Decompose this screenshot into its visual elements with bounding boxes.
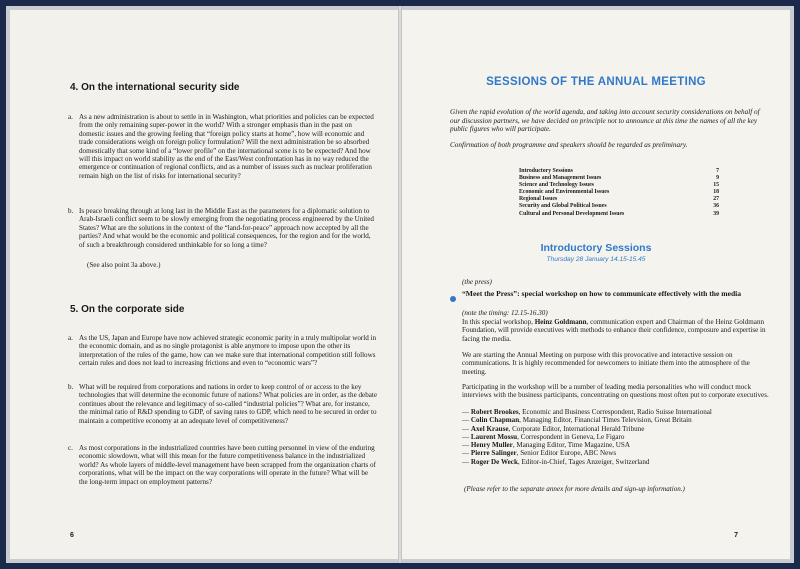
section-4-item-a <box>68 113 378 180</box>
section-4-heading: 4. On the international security side <box>70 82 240 93</box>
workshop-timing: (note the timing: 12.15-16.30) <box>462 309 548 317</box>
item-text: As the US, Japan and Europe have now achieved strategic economic parity in a truly multipolar world in the economic domain, and as no single protagonist is able anymore to impose upon the other its interpretation of the rules of the game, how can we make sure that international competition still follows certain rules and does not lead to increasing frictions and even to “economic wars”? <box>79 334 377 368</box>
section-5-item-c <box>68 444 378 486</box>
item-text: What will be required from corporations and nations in order to keep control of or access to the key technologies that will determine the economic future of nations? What policies are in order, as the debate continues about the relevance and legitimacy of so-called “industrial policies”? What are, for instance, the minimal ratio of R&D spending to GDP, of saving rates to GDP, which need to be secured in order to maintain a competitive economy at an adequate level of competitiveness? <box>79 383 378 425</box>
item-label: a. <box>68 334 73 342</box>
item-text: As most corporations in the industrialized countries have been cutting personnel in view of the enduring economic slowdown, what will this mean for the future competitiveness balance in the industrialized world? As whole layers of middle-level management have been scrapped from the organization charts of corporations, what will be the impact on the way corporations will operate in the future? What will be the long-term impact on employment patterns? <box>79 444 376 486</box>
list-item: — Henry Muller, Managing Editor, Time Magazine, USA <box>462 441 630 450</box>
section-5-item-b <box>68 383 378 425</box>
session-date: Thursday 28 January 14.15-15.45 <box>546 256 646 263</box>
list-item: — Colin Chapman, Managing Editor, Financial Times Television, Great Britain <box>462 416 692 425</box>
item-label: b. <box>68 383 74 391</box>
list-item: — Axel Krause, Corporate Editor, International Herald Tribune <box>462 424 645 433</box>
introductory-sessions-heading: Introductory Sessions <box>540 242 652 254</box>
section-5-item-a <box>68 334 378 368</box>
toc-row[interactable]: Science and Technology Issues 15 <box>519 182 719 189</box>
item-text: Is peace breaking through at long last in the Middle East as the parameters for a diplomatic solution to Arab-Israeli conflict seem to be slowly emerging from the negotiating process engineered by the United States? What are the solutions in the context of the “land-for-peace” approach now accepted by all the parties? And what would be the economic and political consequences, for the region and for the world, of such a breakthrough considered unthinkable for so long a time? <box>79 207 374 249</box>
toc-row[interactable]: Business and Management Issues 9 <box>519 175 719 182</box>
item-label: c. <box>68 444 73 452</box>
workshop-paragraph: We are starting the Annual Meeting on purpose with this provocative and interactive session on communications. It is highly recommended for newcomers to initiate them into the atmosphere of the meeting. <box>462 351 750 376</box>
closing-note: (Please refer to the separate annex for more details and sign-up information.) <box>464 485 685 493</box>
confirmation-note: Confirmation of both programme and speakers should be regarded as preliminary. <box>450 141 688 149</box>
booklet-spread <box>6 6 794 563</box>
toc-row[interactable]: Cultural and Personal Development Issues 39 <box>519 210 719 217</box>
left-page <box>10 10 398 559</box>
cross-reference-note: (See also point 3a above.) <box>87 261 161 269</box>
press-tag: (the press) <box>462 278 492 286</box>
workshop-title: “Meet the Press”: special workshop on how to communicate effectively with the media <box>462 289 742 298</box>
bullet-icon <box>450 296 456 302</box>
toc-row[interactable]: Regional Issues 27 <box>519 196 719 203</box>
list-item: — Pierre Salinger, Senior Editor Europe, ABC News <box>462 449 617 458</box>
page-number-right: 7 <box>734 532 738 539</box>
table-of-contents <box>519 168 719 218</box>
intro-paragraph: Given the rapid evolution of the world agenda, and taking into account security considerations on behalf of our discussion partners, we have decided on principle not to announce at this time the names of all the key public figures who will participate. <box>450 108 760 134</box>
list-item: — Robert Brookes, Economic and Business Correspondent, Radio Suisse International <box>462 408 712 416</box>
item-label: b. <box>68 207 74 215</box>
toc-row[interactable]: Economic and Environmental Issues 18 <box>519 189 719 196</box>
page-number-left: 6 <box>70 532 74 539</box>
right-page <box>402 10 790 559</box>
sessions-title: SESSIONS OF THE ANNUAL MEETING <box>486 76 706 88</box>
workshop-paragraph: Participating in the workshop will be a number of leading media personalities who will conduct mock interviews with the business participants, concentrating on questions most often put to corporate executives. <box>462 383 769 400</box>
list-item: — Roger De Weck, Editor-in-Chief, Tages Anzeiger, Switzerland <box>462 457 650 466</box>
item-label: a. <box>68 113 73 121</box>
section-4-item-b <box>68 207 378 249</box>
item-text: As a new administration is about to settle in in Washington, what priorities and policies can be expected from the only remaining super-power in the world? With a stronger emphasis than in the past on domestic issues and the growing feeling that “foreign policy starts at home”, how will economic and trade considerations weigh on foreign policy formulation? Will the next administration be so absorbed domestically that some kind of a “lower profile” on the international scene is to be expected? And how will this impact on world stability as the end of the East/West confrontation has in no way reduced the emergence or continuation of regional conflicts, and as a number of issues such as nuclear proliferation remain high on the list of risks for international security? <box>79 113 374 180</box>
section-5-heading: 5. On the corporate side <box>70 304 185 315</box>
toc-row[interactable]: Security and Global Political Issues 36 <box>519 203 719 210</box>
toc-row[interactable]: Introductory Sessions 7 <box>519 168 719 174</box>
participant-list <box>462 408 772 466</box>
list-item: — Laurent Mossu, Correspondent in Geneva, Le Figaro <box>462 432 625 441</box>
speaker-name: Heinz Goldmann <box>534 318 587 326</box>
workshop-paragraph: In this special workshop, Heinz Goldmann, communication expert and Chairman of the Heinz Goldmann Foundation, will provide executives with methods to enhance their confidence, composure and expertise in facing the media. <box>462 318 766 343</box>
